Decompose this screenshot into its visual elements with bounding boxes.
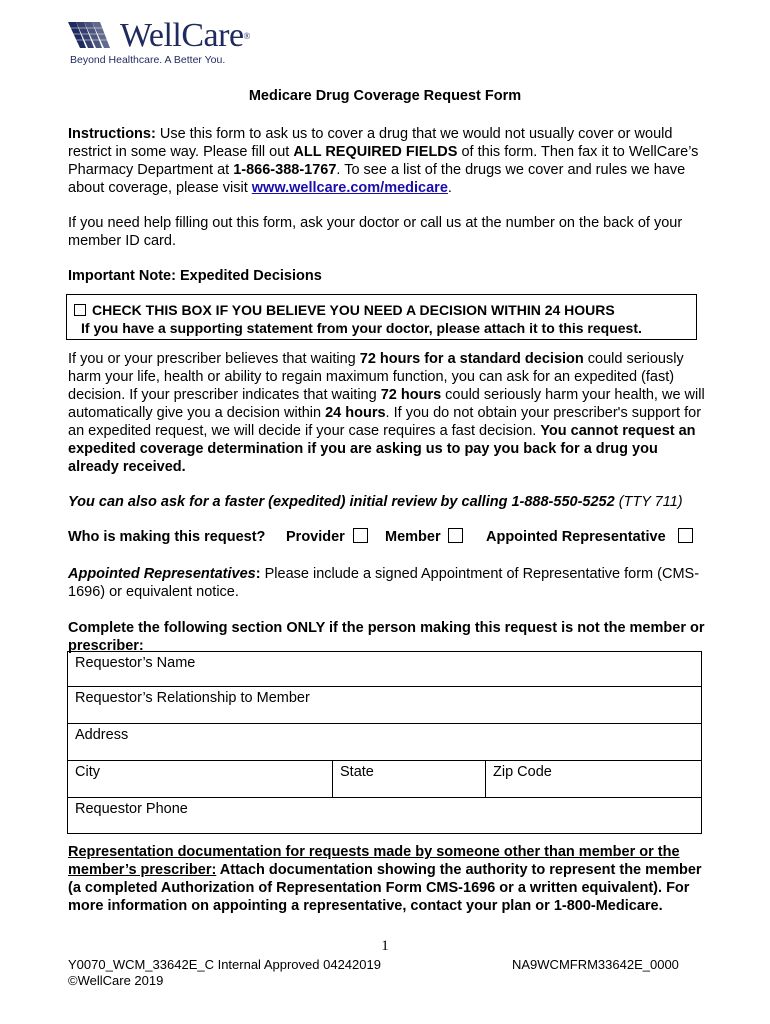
requestor-name-field[interactable]: Requestor’s Name [68, 652, 702, 687]
option-member-label: Member [385, 529, 441, 545]
requestor-phone-field[interactable]: Requestor Phone [68, 798, 702, 834]
medicare-link[interactable]: www.wellcare.com/medicare [251, 180, 448, 196]
state-field[interactable]: State [333, 761, 486, 798]
representation-paragraph: Representation documentation for requests made by someone other than member or the member’s prescriber: Attach documentation showing the authority to represent the member (a completed Authorization of Representation Form CMS-1696 or a written equivalent). For more information on appointing a representative, contact your plan or 1-800-Medicare. [68, 844, 702, 914]
footer-code: Y0070_WCM_33642E_C Internal Approved 04242019 [68, 957, 381, 972]
zip-code-field[interactable]: Zip Code [486, 761, 702, 798]
expedited-attach-note: If you have a supporting statement from your doctor, please attach it to this request. [81, 320, 642, 336]
help-paragraph: If you need help filling out this form, ask your doctor or call us at the number on the back of your member ID card. [68, 215, 683, 249]
expedited-box [66, 294, 697, 340]
logo-tagline: Beyond Healthcare. A Better You. [70, 54, 226, 66]
logo-wordmark: WellCare® [120, 17, 250, 54]
wellcare-swoosh-icon [66, 18, 126, 52]
page-title: Medicare Drug Coverage Request Form [248, 88, 522, 104]
option-provider-label: Provider [286, 529, 345, 545]
address-field[interactable]: Address [68, 724, 702, 761]
table-row [68, 652, 702, 687]
city-field[interactable]: City [68, 761, 333, 798]
appointed-representatives-paragraph: Appointed Representatives: Please include a signed Appointment of Representative form (CMS-1696) or equivalent notice. [68, 566, 700, 600]
instructions-paragraph: Instructions: Use this form to ask us to cover a drug that we would not usually cover or would restrict in some way. Please fill out ALL REQUIRED FIELDS of this form. Then fax it to WellCare’s Pharmacy Department at 1-866-388-1767. To see a list of the drugs we cover and rules we have about coverage, please visit www.wellcare.com/medicare. [68, 126, 699, 196]
expedited-paragraph: If you or your prescriber believes that waiting 72 hours for a standard decision could seriously harm your life, health or ability to regain maximum function, you can ask for an expedited (fast) decision. If your prescriber indicates that waiting 72 hours could seriously harm your health, we will automatically give you a decision within 24 hours. If you do not obtain your prescriber's support for an expedited request, we will decide if your case requires a fast decision. You cannot request an expedited coverage determination if you are asking us to pay you back for a drug you already received. [68, 351, 705, 475]
appointed-representative-checkbox[interactable] [678, 528, 693, 543]
footer-form-id: NA9WCMFRM33642E_0000 [512, 957, 679, 972]
footer-copyright: ©WellCare 2019 [68, 973, 164, 988]
requestor-section-heading: Complete the following section ONLY if the person making this request is not the member or prescriber: [68, 620, 705, 654]
option-appointed-label: Appointed Representative [486, 529, 666, 545]
table-row [68, 761, 702, 798]
wellcare-logo [66, 16, 256, 70]
faster-review-line: You can also ask for a faster (expedited) initial review by calling 1-888-550-5252 (TTY 711) [68, 494, 683, 510]
requestor-relationship-field[interactable]: Requestor’s Relationship to Member [68, 687, 702, 724]
page-number: 1 [381, 938, 389, 954]
table-row [68, 798, 702, 834]
requester-question: Who is making this request? [68, 529, 266, 545]
requestor-info-table [67, 651, 702, 834]
expedited-checkbox[interactable] [74, 304, 86, 316]
provider-checkbox[interactable] [353, 528, 368, 543]
table-row [68, 724, 702, 761]
expedited-checkbox-line: CHECK THIS BOX IF YOU BELIEVE YOU NEED A DECISION WITHIN 24 HOURS [74, 301, 696, 319]
table-row [68, 687, 702, 724]
important-note-heading: Important Note: Expedited Decisions [68, 268, 322, 284]
member-checkbox[interactable] [448, 528, 463, 543]
